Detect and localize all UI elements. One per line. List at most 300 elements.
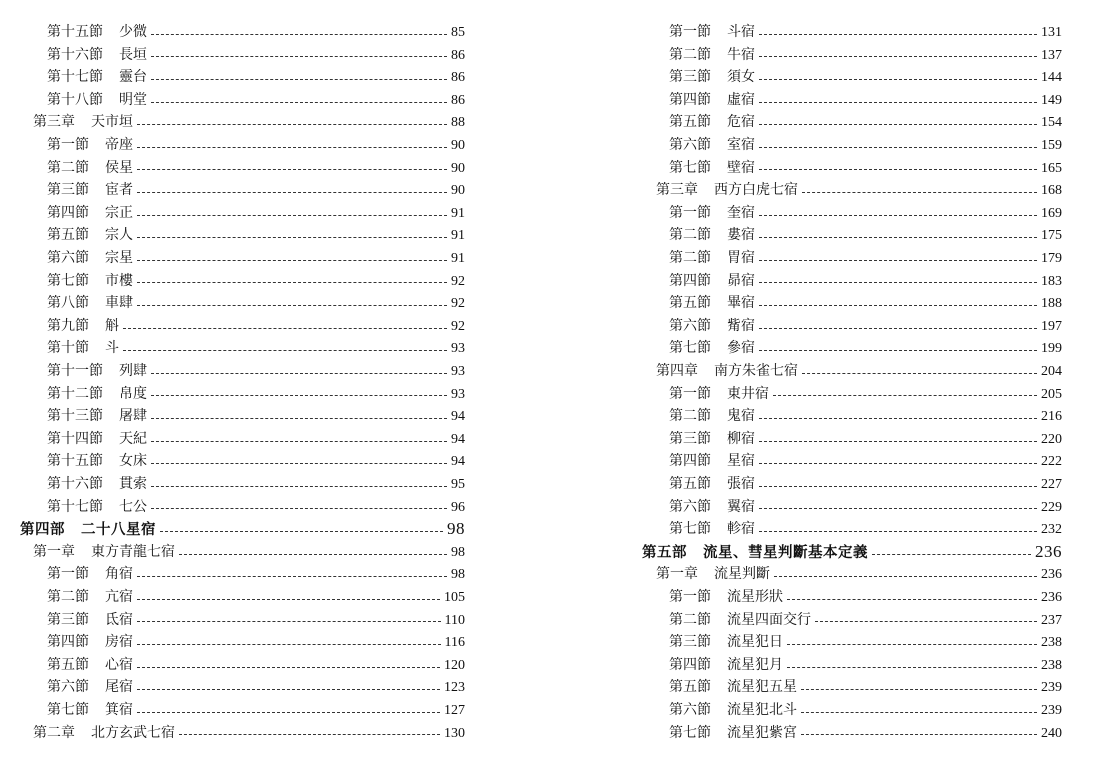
toc-entry-title: 北方玄武七宿	[91, 724, 175, 741]
toc-entry-title: 市樓	[105, 272, 133, 289]
toc-entry-page-number: 204	[1041, 364, 1062, 379]
toc-entry-title: 須女	[727, 69, 755, 86]
toc-entry-section	[47, 473, 465, 496]
toc-entry-label: 第一節	[47, 137, 89, 153]
toc-entry-label: 第六節	[669, 702, 711, 718]
toc-entry-title: 流星犯五星	[727, 679, 797, 696]
toc-entry-page-number: 239	[1041, 703, 1062, 718]
toc-entry-title: 虛宿	[727, 91, 755, 108]
toc-entry-label: 第五節	[47, 656, 89, 673]
toc-entry-section	[669, 450, 1062, 473]
toc-entry-title: 南方朱雀七宿	[714, 363, 798, 379]
toc-entry-section	[669, 44, 1062, 67]
toc-entry-section	[669, 66, 1062, 89]
toc-entry-title: 奎宿	[727, 204, 755, 221]
dot-leader	[151, 34, 447, 35]
dot-leader	[151, 373, 447, 374]
toc-entry-label: 第十五節	[47, 24, 103, 40]
toc-entry-title: 流星形狀	[727, 589, 783, 605]
toc-entry-title: 心宿	[105, 656, 133, 673]
toc-entry-page-number: 154	[1041, 115, 1062, 131]
toc-entry-label: 第十八節	[47, 91, 103, 108]
toc-entry-section	[47, 134, 465, 157]
dot-leader	[160, 531, 443, 532]
toc-entry-label: 第二節	[669, 227, 711, 244]
toc-entry-page-number: 205	[1041, 386, 1062, 402]
toc-entry-page-number: 222	[1041, 454, 1062, 470]
toc-entry-section	[47, 496, 465, 519]
toc-entry-page-number: 120	[444, 657, 465, 673]
toc-entry-page-number: 237	[1041, 612, 1062, 628]
dot-leader	[137, 124, 447, 125]
toc-entry-section	[47, 586, 465, 609]
dot-leader	[759, 169, 1037, 170]
toc-entry-page-number: 137	[1041, 47, 1062, 63]
dot-leader	[759, 441, 1037, 442]
dot-leader	[759, 463, 1037, 464]
toc-entry-page-number: 90	[451, 138, 465, 153]
toc-entry-label: 第六節	[47, 679, 89, 696]
toc-entry-title: 流星犯日	[727, 634, 783, 651]
toc-entry-title: 少微	[119, 24, 147, 40]
toc-entry-section	[669, 699, 1062, 722]
toc-entry-label: 第五節	[669, 295, 711, 312]
toc-entry-page-number: 94	[451, 454, 465, 470]
toc-entry-label: 第二章	[33, 724, 75, 741]
toc-entry-label: 第四部	[20, 521, 65, 539]
toc-entry-title: 貫索	[119, 476, 147, 492]
toc-entry-section	[47, 179, 465, 202]
toc-entry-section	[669, 609, 1062, 632]
toc-entry-title: 七公	[119, 498, 147, 515]
toc-entry-section	[47, 337, 465, 360]
dot-leader	[815, 621, 1037, 622]
toc-entry-page-number: 149	[1041, 92, 1062, 108]
toc-entry-section	[669, 315, 1062, 338]
toc-entry-page-number: 123	[444, 680, 465, 696]
dot-leader	[137, 260, 447, 261]
toc-entry-section	[47, 699, 465, 722]
toc-entry-title: 侯星	[105, 159, 133, 176]
toc-entry-section	[47, 66, 465, 89]
toc-entry-page-number: 94	[451, 431, 465, 447]
toc-entry-section	[669, 518, 1062, 541]
dot-leader	[759, 486, 1037, 487]
toc-entry-label: 第十三節	[47, 408, 103, 425]
toc-entry-label: 第七節	[47, 272, 89, 289]
toc-entry-label: 第一章	[33, 543, 75, 560]
toc-entry-page-number: 188	[1041, 296, 1062, 312]
toc-entry-label: 第十六節	[47, 476, 103, 492]
toc-entry-title: 天市垣	[91, 114, 133, 131]
toc-entry-page-number: 94	[451, 409, 465, 425]
toc-entry-label: 第四節	[669, 272, 711, 289]
toc-entry-title: 女床	[119, 453, 147, 470]
dot-leader	[137, 215, 447, 216]
toc-entry-section	[47, 270, 465, 293]
toc-entry-page-number: 229	[1041, 499, 1062, 515]
dot-leader	[137, 192, 447, 193]
toc-entry-section	[669, 202, 1062, 225]
toc-entry-page-number: 131	[1041, 25, 1062, 40]
toc-entry-page-number: 165	[1041, 160, 1062, 176]
dot-leader	[137, 576, 447, 577]
toc-entry-page-number: 144	[1041, 70, 1062, 86]
dot-leader	[759, 418, 1037, 419]
dot-leader	[787, 644, 1037, 645]
toc-entry-page-number: 96	[451, 499, 465, 515]
toc-entry-page-number: 91	[451, 251, 465, 266]
dot-leader	[137, 282, 447, 283]
toc-entry-label: 第四章	[656, 363, 698, 379]
toc-entry-label: 第五節	[669, 679, 711, 696]
dot-leader	[759, 508, 1037, 509]
toc-entry-title: 宦者	[105, 182, 133, 199]
toc-entry-section	[669, 224, 1062, 247]
toc-entry-section	[669, 473, 1062, 496]
toc-entry-page-number: 168	[1041, 183, 1062, 199]
toc-entry-section	[47, 224, 465, 247]
toc-entry-section	[669, 428, 1062, 451]
dot-leader	[123, 328, 447, 329]
toc-entry-page-number: 159	[1041, 138, 1062, 153]
toc-entry-title: 觜宿	[727, 317, 755, 334]
toc-entry-section	[47, 383, 465, 406]
toc-entry-page-number: 199	[1041, 341, 1062, 357]
dot-leader	[759, 282, 1037, 283]
toc-entry-section	[669, 383, 1062, 406]
toc-entry-section	[669, 111, 1062, 134]
toc-entry-title: 翼宿	[727, 498, 755, 515]
toc-entry-page-number: 86	[451, 47, 465, 63]
toc-entry-page-number: 91	[451, 228, 465, 244]
toc-entry-chapter	[656, 360, 1062, 383]
toc-entry-label: 第四節	[47, 634, 89, 651]
toc-entry-label: 第六節	[669, 137, 711, 153]
toc-entry-label: 第九節	[47, 317, 89, 334]
toc-entry-label: 第八節	[47, 295, 89, 312]
toc-entry-chapter	[33, 541, 465, 564]
toc-entry-page-number: 179	[1041, 251, 1062, 266]
dot-leader	[773, 395, 1037, 396]
toc-entry-label: 第十六節	[47, 46, 103, 63]
toc-entry-label: 第五節	[669, 114, 711, 131]
dot-leader	[787, 599, 1037, 600]
toc-entry-page-number: 93	[451, 341, 465, 357]
toc-entry-title: 婁宿	[727, 227, 755, 244]
toc-entry-page-number: 220	[1041, 431, 1062, 447]
toc-entry-section	[669, 586, 1062, 609]
toc-entry-title: 壁宿	[727, 159, 755, 176]
dot-leader	[137, 599, 440, 600]
toc-entry-section	[669, 89, 1062, 112]
toc-entry-chapter	[656, 179, 1062, 202]
toc-entry-label: 第二節	[47, 159, 89, 176]
toc-entry-part	[642, 541, 1062, 564]
dot-leader	[802, 373, 1037, 374]
dot-leader	[137, 644, 441, 645]
toc-entry-title: 流星犯北斗	[727, 702, 797, 718]
toc-entry-label: 第四節	[47, 204, 89, 221]
toc-entry-page-number: 92	[451, 273, 465, 289]
toc-entry-title: 流星、彗星判斷基本定義	[703, 543, 868, 561]
toc-entry-section	[47, 676, 465, 699]
dot-leader	[137, 169, 447, 170]
toc-entry-title: 流星判斷	[714, 566, 770, 583]
toc-entry-label: 第四節	[669, 453, 711, 470]
toc-entry-page-number: 169	[1041, 205, 1062, 221]
toc-entry-label: 第三節	[47, 182, 89, 199]
toc-entry-page-number: 93	[451, 364, 465, 379]
toc-entry-page-number: 175	[1041, 228, 1062, 244]
toc-entry-title: 斗	[105, 340, 119, 357]
dot-leader	[759, 102, 1037, 103]
toc-entry-label: 第七節	[669, 521, 711, 538]
toc-entry-label: 第十一節	[47, 363, 103, 379]
toc-entry-title: 東井宿	[727, 385, 769, 402]
dot-leader	[759, 531, 1037, 532]
dot-leader	[759, 124, 1037, 125]
toc-entry-section	[47, 89, 465, 112]
toc-entry-chapter	[33, 722, 465, 745]
toc-entry-title: 牛宿	[727, 46, 755, 63]
dot-leader	[123, 350, 447, 351]
toc-entry-page-number: 216	[1041, 409, 1062, 425]
toc-entry-page-number: 232	[1041, 522, 1062, 538]
toc-entry-title: 昴宿	[727, 272, 755, 289]
toc-entry-title: 流星犯紫宮	[727, 724, 797, 741]
toc-entry-page-number: 238	[1041, 635, 1062, 651]
toc-entry-label: 第七節	[669, 724, 711, 741]
toc-entry-title: 宗正	[105, 204, 133, 221]
toc-entry-page-number: 88	[451, 115, 465, 131]
toc-entry-title: 西方白虎七宿	[714, 182, 798, 199]
toc-entry-label: 第三節	[669, 69, 711, 86]
toc-entry-label: 第七節	[47, 702, 89, 718]
toc-entry-label: 第十七節	[47, 69, 103, 86]
toc-entry-label: 第六節	[669, 498, 711, 515]
toc-entry-page-number: 183	[1041, 273, 1062, 289]
toc-entry-label: 第一節	[47, 566, 89, 583]
toc-entry-label: 第五部	[642, 543, 687, 561]
dot-leader	[137, 712, 440, 713]
toc-entry-label: 第三節	[669, 430, 711, 447]
toc-entry-page-number: 197	[1041, 318, 1062, 334]
toc-entry-section	[669, 247, 1062, 270]
toc-entry-title: 尾宿	[105, 679, 133, 696]
toc-entry-label: 第四節	[669, 656, 711, 673]
toc-entry-page-number: 236	[1035, 541, 1062, 561]
toc-entry-page-number: 90	[451, 183, 465, 199]
toc-entry-title: 軫宿	[727, 521, 755, 538]
toc-entry-page-number: 105	[444, 590, 465, 605]
toc-entry-label: 第四節	[669, 91, 711, 108]
toc-entry-page-number: 110	[444, 612, 465, 628]
toc-entry-chapter	[33, 111, 465, 134]
dot-leader	[151, 508, 447, 509]
toc-entry-label: 第十二節	[47, 385, 103, 402]
toc-entry-label: 第三節	[47, 611, 89, 628]
toc-entry-page-number: 91	[451, 205, 465, 221]
toc-entry-label: 第二節	[47, 589, 89, 605]
toc-entry-page-number: 93	[451, 386, 465, 402]
dot-leader	[759, 56, 1037, 57]
toc-entry-page-number: 98	[451, 567, 465, 583]
dot-leader	[137, 305, 447, 306]
toc-entry-title: 參宿	[727, 340, 755, 357]
toc-entry-section	[669, 292, 1062, 315]
toc-entry-section	[669, 21, 1062, 44]
dot-leader	[759, 328, 1037, 329]
toc-entry-title: 星宿	[727, 453, 755, 470]
toc-page-right	[640, 0, 1113, 781]
toc-entry-page-number: 90	[451, 160, 465, 176]
toc-entry-label: 第七節	[669, 159, 711, 176]
toc-entry-page-number: 239	[1041, 680, 1062, 696]
toc-entry-title: 帛度	[119, 385, 147, 402]
toc-entry-section	[47, 428, 465, 451]
dot-leader	[774, 576, 1037, 577]
toc-entry-label: 第十五節	[47, 453, 103, 470]
toc-entry-label: 第十四節	[47, 430, 103, 447]
toc-entry-title: 宗人	[105, 227, 133, 244]
dot-leader	[151, 102, 447, 103]
dot-leader	[137, 689, 440, 690]
toc-entry-label: 第二節	[669, 46, 711, 63]
toc-entry-page-number: 86	[451, 70, 465, 86]
toc-entry-label: 第一節	[669, 385, 711, 402]
toc-entry-page-number: 127	[444, 703, 465, 718]
toc-entry-page-number: 236	[1041, 590, 1062, 605]
dot-leader	[759, 215, 1037, 216]
toc-entry-title: 危宿	[727, 114, 755, 131]
toc-entry-label: 第六節	[47, 250, 89, 266]
toc-entry-title: 長垣	[119, 46, 147, 63]
dot-leader	[759, 305, 1037, 306]
toc-entry-page-number: 98	[447, 519, 465, 539]
dot-leader	[872, 554, 1031, 555]
toc-entry-page-number: 92	[451, 296, 465, 312]
toc-entry-section	[47, 247, 465, 270]
dot-leader	[801, 712, 1037, 713]
toc-entry-section	[47, 315, 465, 338]
toc-entry-page-number: 92	[451, 318, 465, 334]
dot-leader	[137, 237, 447, 238]
toc-entry-title: 明堂	[119, 91, 147, 108]
toc-entry-section	[47, 563, 465, 586]
dot-leader	[151, 441, 447, 442]
toc-entry-section	[669, 270, 1062, 293]
toc-entry-title: 胃宿	[727, 250, 755, 266]
toc-entry-section	[47, 654, 465, 677]
toc-entry-title: 天紀	[119, 430, 147, 447]
toc-entry-section	[47, 631, 465, 654]
dot-leader	[801, 734, 1037, 735]
toc-entry-label: 第十七節	[47, 498, 103, 515]
toc-entry-label: 第三章	[656, 182, 698, 199]
toc-entry-title: 畢宿	[727, 295, 755, 312]
toc-entry-label: 第六節	[669, 317, 711, 334]
toc-entry-title: 張宿	[727, 476, 755, 492]
toc-entry-label: 第七節	[669, 340, 711, 357]
toc-entry-section	[47, 21, 465, 44]
toc-entry-section	[47, 609, 465, 632]
dot-leader	[787, 667, 1037, 668]
dot-leader	[759, 34, 1037, 35]
toc-entry-title: 屠肆	[119, 408, 147, 425]
dot-leader	[151, 395, 447, 396]
toc-entry-section	[47, 450, 465, 473]
dot-leader	[137, 667, 440, 668]
toc-entry-page-number: 95	[451, 477, 465, 492]
toc-entry-section	[669, 157, 1062, 180]
toc-entry-title: 氐宿	[105, 611, 133, 628]
toc-entry-label: 第二節	[669, 611, 711, 628]
toc-entry-label: 第三節	[669, 634, 711, 651]
toc-entry-label: 第二節	[669, 408, 711, 425]
toc-entry-title: 東方青龍七宿	[91, 543, 175, 560]
toc-page-left	[0, 0, 480, 781]
toc-entry-title: 宗星	[105, 250, 133, 266]
toc-entry-section	[669, 722, 1062, 745]
toc-entry-title: 亢宿	[105, 589, 133, 605]
toc-entry-title: 帝座	[105, 137, 133, 153]
toc-entry-title: 二十八星宿	[81, 521, 156, 539]
toc-entry-title: 房宿	[105, 634, 133, 651]
dot-leader	[759, 147, 1037, 148]
toc-entry-section	[669, 631, 1062, 654]
toc-entry-page-number: 98	[451, 544, 465, 560]
toc-entry-section	[669, 337, 1062, 360]
toc-entry-title: 角宿	[105, 566, 133, 583]
toc-entry-section	[669, 496, 1062, 519]
toc-entry-title: 鬼宿	[727, 408, 755, 425]
toc-entry-title: 室宿	[727, 137, 755, 153]
dot-leader	[137, 147, 447, 148]
toc-entry-title: 流星四面交行	[727, 611, 811, 628]
toc-entry-page-number: 240	[1041, 725, 1062, 741]
toc-entry-label: 第二節	[669, 250, 711, 266]
toc-entry-label: 第一節	[669, 24, 711, 40]
toc-entry-page-number: 86	[451, 92, 465, 108]
toc-entry-section	[47, 405, 465, 428]
toc-entry-page-number: 85	[451, 25, 465, 40]
dot-leader	[137, 621, 441, 622]
dot-leader	[759, 79, 1037, 80]
toc-entry-page-number: 116	[444, 635, 465, 651]
toc-entry-label: 第一章	[656, 566, 698, 583]
toc-entry-page-number: 238	[1041, 657, 1062, 673]
dot-leader	[759, 260, 1037, 261]
dot-leader	[151, 463, 447, 464]
toc-entry-section	[47, 202, 465, 225]
dot-leader	[179, 734, 440, 735]
dot-leader	[179, 554, 447, 555]
toc-entry-part	[20, 518, 465, 541]
toc-entry-label: 第一節	[669, 589, 711, 605]
toc-entry-section	[47, 360, 465, 383]
toc-entry-label: 第十節	[47, 340, 89, 357]
toc-entry-section	[669, 654, 1062, 677]
toc-entry-section	[47, 157, 465, 180]
dot-leader	[801, 689, 1037, 690]
toc-entry-section	[669, 676, 1062, 699]
toc-entry-label: 第五節	[669, 476, 711, 492]
toc-entry-title: 斗宿	[727, 24, 755, 40]
dot-leader	[759, 350, 1037, 351]
toc-entry-title: 箕宿	[105, 702, 133, 718]
toc-entry-page-number: 227	[1041, 477, 1062, 492]
